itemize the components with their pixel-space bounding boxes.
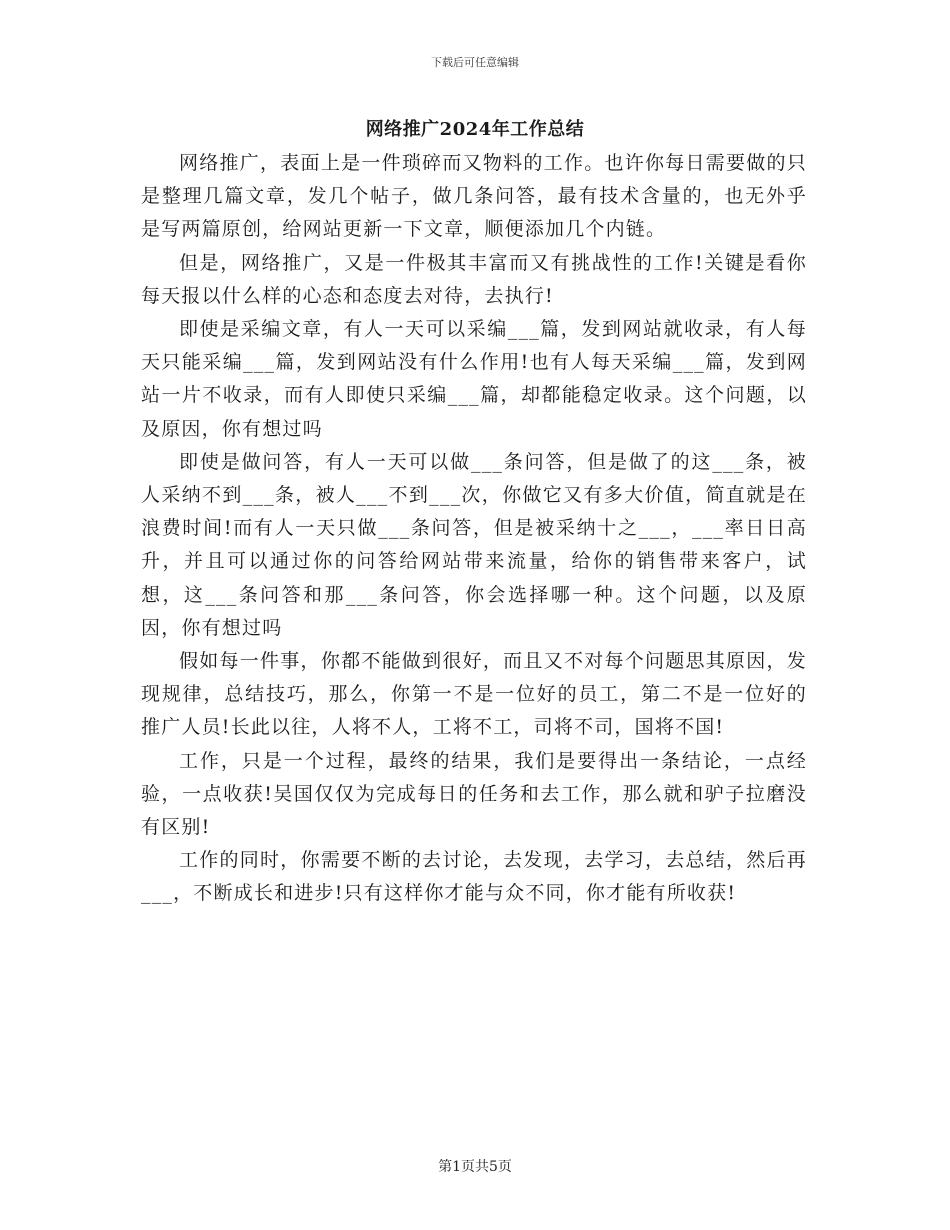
- paragraph: 工作，只是一个过程，最终的结果，我们是要得出一条结论，一点经验，一点收获!吴国仅仅为完成每日的任务和去工作，那么就和驴子拉磨没有区别!: [141, 749, 807, 839]
- document-body: [141, 147, 807, 911]
- paragraph: 工作的同时，你需要不断的去讨论，去发现，去学习，去总结，然后再___，不断成长和进步!只有这样你才能与众不同，你才能有所收获!: [141, 849, 807, 905]
- paragraph: 网络推广，表面上是一件琐碎而又物料的工作。也许你每日需要做的只是整理几篇文章，发几个帖子，做几条问答，最有技术含量的，也无外乎是写两篇原创，给网站更新一下文章，顺便添加几个内链。: [141, 152, 807, 241]
- document-title: 网络推广2024年工作总结: [365, 119, 585, 140]
- page-number: 第1页共5页: [438, 1159, 512, 1175]
- paragraph: 即使是做问答，有人一天可以做___条问答，但是做了的这___条，被人采纳不到___条，被人___不到___次，你做它又有多大价值，简直就是在浪费时间!而有人一天只做___条问答，但是被采纳十之___，___率日日高升，并且可以通过你的问答给网站带来流量，给你的销售带来客户，试想，这___条问答和那___条问答，你会选择哪一种。这个问题，以及原因，你有想过吗: [141, 450, 807, 639]
- paragraph: 但是，网络推广，又是一件极其丰富而又有挑战性的工作!关键是看你每天报以什么样的心态和态度去对待，去执行!: [141, 251, 807, 307]
- paragraph: 即使是采编文章，有人一天可以采编___篇，发到网站就收录，有人每天只能采编___篇，发到网站没有什么作用!也有人每天采编___篇，发到网站一片不收录，而有人即使只采编___篇，却都能稳定收录。这个问题，以及原因，你有想过吗: [141, 318, 807, 440]
- paragraph: 假如每一件事，你都不能做到很好，而且又不对每个问题思其原因，发现规律，总结技巧，那么，你第一不是一位好的员工，第二不是一位好的推广人员!长此以往，人将不人，工将不工，司将不司，国将不国!: [141, 650, 807, 739]
- header-note: 下载后可任意编辑: [431, 56, 519, 69]
